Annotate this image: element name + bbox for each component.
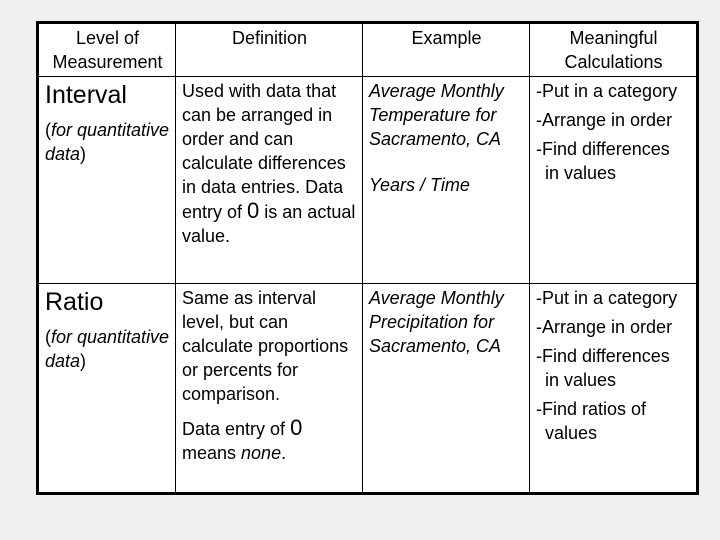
example-cell (363, 284, 530, 494)
example-cell (363, 77, 530, 284)
definition-zero: 0 (290, 415, 303, 440)
table-row (38, 77, 698, 284)
calculations-list (536, 286, 691, 445)
level-name: Ratio (45, 288, 104, 316)
calculations-list (536, 79, 691, 185)
list-item: -Arrange in order (536, 317, 673, 337)
level-note (45, 118, 170, 166)
list-item: -Find differences (536, 346, 670, 366)
definition-part: means (182, 443, 242, 463)
definition-zero: 0 (247, 198, 260, 223)
definition-part: Used with data that can be arranged in order and can calculate differences in data entries. Data entry of (182, 81, 346, 222)
definition-text: Same as interval level, but can calculate proportions or percents for comparison. (182, 288, 349, 404)
note-paren-open: ( (45, 120, 51, 140)
note-paren-close: ) (80, 144, 87, 164)
note-text: for quantitative data (45, 120, 170, 164)
list-item: -Put in a category (536, 288, 678, 308)
level-cell (38, 284, 176, 494)
note-paren-close: ) (80, 351, 87, 371)
list-item: values (545, 423, 598, 443)
header-level: Level of Measurement (38, 23, 176, 77)
level-cell (38, 77, 176, 284)
definition-none: none (241, 443, 282, 463)
calculations-cell (530, 77, 698, 284)
level-note (45, 325, 170, 373)
calculations-cell (530, 284, 698, 494)
example-text: Average Monthly Temperature for Sacramento, CA (369, 81, 504, 149)
definition-part: . (281, 443, 287, 463)
list-item: in values (545, 163, 617, 183)
definition-part: Data entry of (182, 419, 291, 439)
definition-part: is an actual value. (182, 202, 356, 246)
list-item: in values (545, 370, 617, 390)
definition-text (182, 79, 357, 248)
header-calculations: Meaningful Calculations (530, 23, 698, 77)
measurement-levels-table (36, 21, 699, 495)
note-paren-open: ( (45, 327, 51, 347)
level-name: Interval (45, 81, 127, 109)
note-text: for quantitative data (45, 327, 170, 371)
list-item: -Find ratios of (536, 399, 647, 419)
table-row (38, 284, 698, 494)
definition-cell (176, 77, 363, 284)
definition-text (182, 416, 357, 465)
list-item: -Put in a category (536, 81, 678, 101)
example-text: Average Monthly Precipitation for Sacramento, CA (369, 288, 504, 356)
list-item: -Find differences (536, 139, 670, 159)
definition-cell (176, 284, 363, 494)
table-header-row (38, 23, 698, 77)
header-example: Example (363, 23, 530, 77)
header-definition: Definition (176, 23, 363, 77)
list-item: -Arrange in order (536, 110, 673, 130)
example-text: Years / Time (369, 175, 470, 195)
